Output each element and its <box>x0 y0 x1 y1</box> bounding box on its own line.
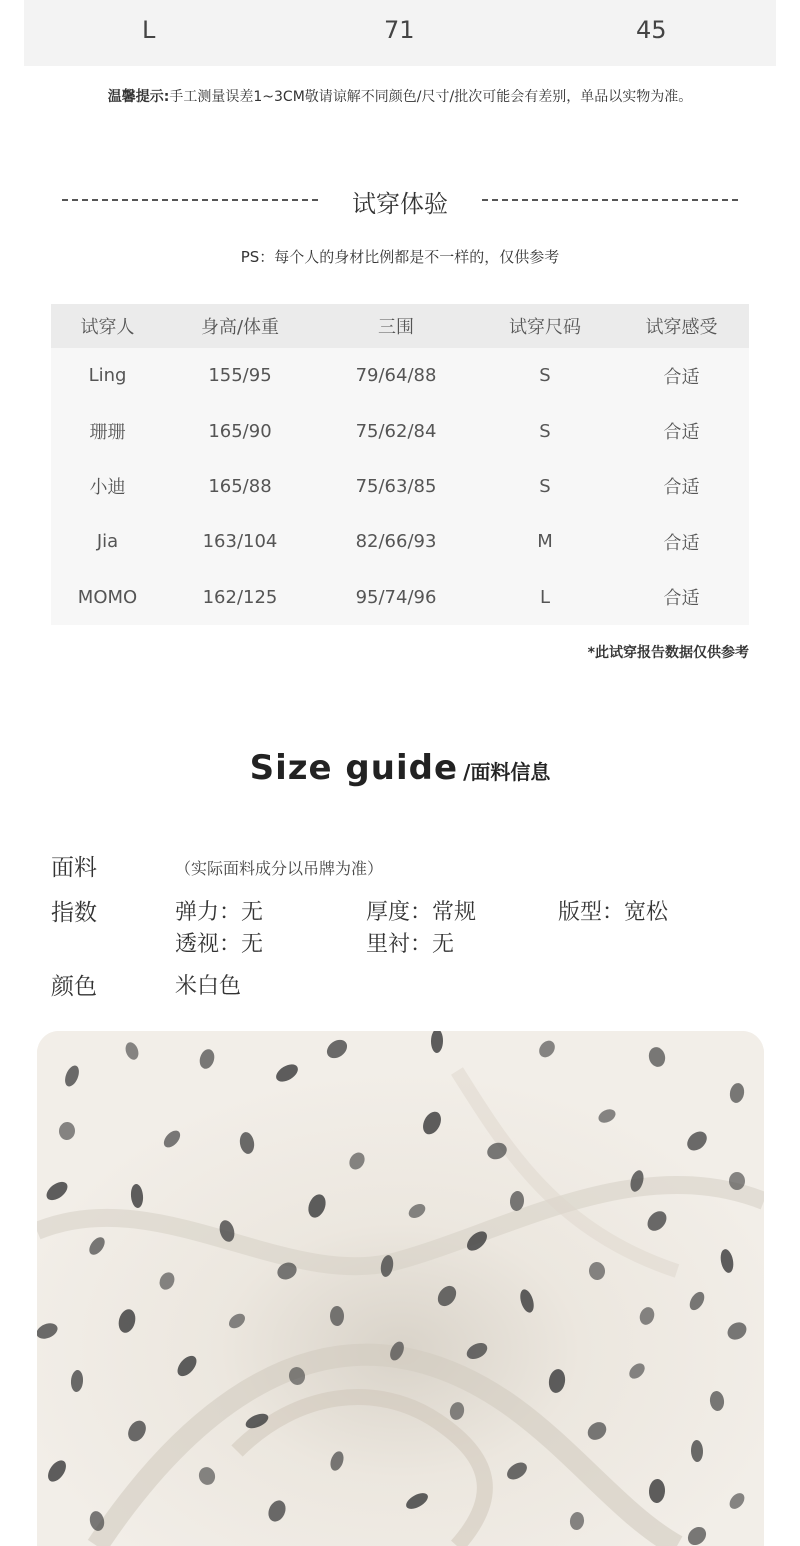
size-guide-title: Size guide <box>249 748 458 788</box>
column-header: 试穿尺码 <box>476 304 614 348</box>
elasticity-value: 弹力：无 <box>175 900 264 925</box>
fit-report-table <box>51 304 749 625</box>
table-cell: Ling <box>88 365 127 387</box>
table-row <box>51 514 749 569</box>
table-cell: S <box>539 475 551 497</box>
fit-section-header <box>0 180 800 220</box>
table-cell: 合适 <box>663 588 700 610</box>
fit-type-value: 版型：宽松 <box>558 900 669 925</box>
size-guide-heading <box>0 748 800 788</box>
fit-section-title: 试穿体验 <box>352 190 448 218</box>
table-cell: M <box>537 531 553 553</box>
table-cell: 75/63/85 <box>355 475 437 497</box>
table-row <box>51 570 749 625</box>
polka-dot <box>729 1172 745 1190</box>
notice-prefix: 温馨提示: <box>107 89 170 105</box>
notice-text: 手工测量误差1~3CM敬请谅解不同颜色/尺寸/批次可能会有差别，单品以实物为准。 <box>169 89 693 105</box>
fabric-note: （实际面料成分以吊牌为准） <box>175 859 384 878</box>
table-cell: 75/62/84 <box>355 420 437 442</box>
table-cell: 合适 <box>663 366 700 388</box>
table-cell: 165/88 <box>208 475 272 497</box>
table-row <box>51 459 749 514</box>
divider-right <box>482 199 738 201</box>
measure-cell-2: 45 <box>636 16 667 44</box>
fabric-image <box>37 1031 764 1546</box>
size-chart-row-l <box>24 0 776 66</box>
table-row <box>51 348 749 403</box>
report-disclaimer: *此试穿报告数据仅供参考 <box>587 645 749 661</box>
polka-dot-fabric-photo <box>37 1031 764 1546</box>
table-cell: 155/95 <box>208 365 272 387</box>
table-cell: 合适 <box>663 532 700 554</box>
table-header-row <box>51 304 749 348</box>
column-header: 试穿感受 <box>614 304 749 348</box>
table-cell: Jia <box>96 531 119 553</box>
column-header: 身高/体重 <box>164 304 316 348</box>
color-label: 颜色 <box>51 974 97 1000</box>
table-cell: 79/64/88 <box>355 365 437 387</box>
table-cell: L <box>539 586 551 608</box>
table-row <box>51 403 749 458</box>
measure-cell-1: 71 <box>384 16 415 44</box>
sheerness-value: 透视：无 <box>175 932 264 957</box>
table-cell: S <box>539 420 551 442</box>
lining-value: 里衬：无 <box>366 932 455 957</box>
table-cell: 95/74/96 <box>355 586 437 608</box>
table-cell: 小迪 <box>89 477 126 499</box>
table-cell: 合适 <box>663 422 700 444</box>
table-cell: 82/66/93 <box>355 531 437 553</box>
table-cell: 162/125 <box>202 586 278 608</box>
table-cell: 165/90 <box>208 420 272 442</box>
thickness-value: 厚度：常规 <box>366 900 477 925</box>
color-value: 米白色 <box>175 974 242 999</box>
size-guide-subtitle: /面料信息 <box>463 760 551 784</box>
fit-ps-note: PS：每个人的身材比例都是不一样的，仅供参考 <box>240 248 560 266</box>
index-label: 指数 <box>51 900 97 926</box>
measurement-notice <box>0 86 800 106</box>
table-cell: 合适 <box>663 477 700 499</box>
fabric-label: 面料 <box>51 855 97 881</box>
column-header: 试穿人 <box>51 304 164 348</box>
column-header: 三围 <box>316 304 476 348</box>
table-cell: 163/104 <box>202 531 278 553</box>
table-cell: MOMO <box>77 586 138 608</box>
table-cell: S <box>539 365 551 387</box>
size-cell: L <box>142 16 156 44</box>
table-cell: 珊珊 <box>89 422 126 444</box>
